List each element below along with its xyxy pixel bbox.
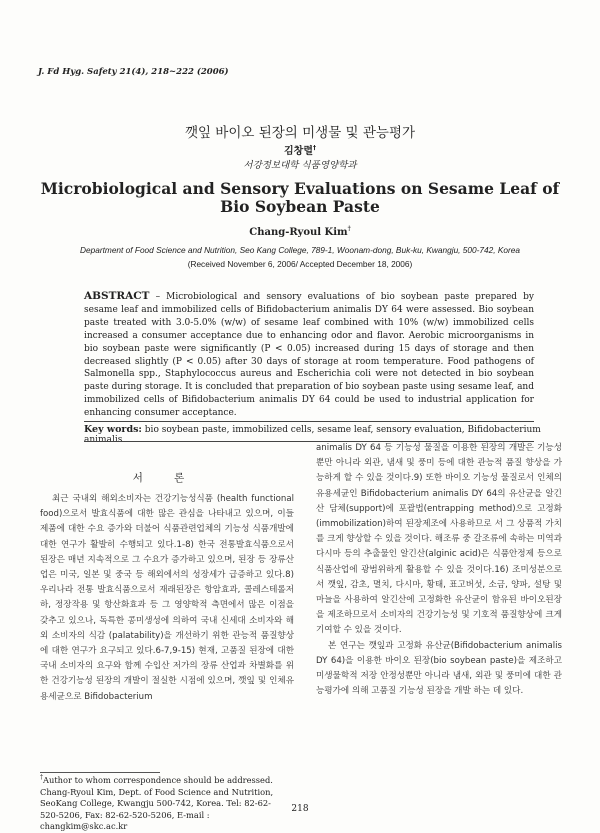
left-column: [40, 492, 294, 705]
page-number: 218: [291, 804, 309, 814]
keywords-top-rule: [84, 421, 534, 422]
korean-title: 깻잎 바이오 된장의 미생물 및 관능평가: [184, 125, 416, 141]
footnote-line-3: SeoKang College, Kwangju 500-742, Korea. Tel: 82-62-: [40, 798, 271, 809]
right-column-paragraph-1: animalis DY 64 등 기능성 물질을 이용한 된장의 개발은 기능성뿐만 아니라 외관, 냄새 및 풍미 등에 대한 관능적 품질 향상을 가능하게 할 수 있을 것이다.9) 또한 바이오 기능성 물질로서 인체의 유용세균인 Bifidobacterium animalis DY 64의 유산균을 알긴산 담체(support)에 포괄법(entrapping method)으로 고정화(immobilization)하여 된장제조에 사용하므로 서 그 상품적 가치를 크게 향상할 수 있을 것이다. 해조류 중 갈조류에 속하는 미역과 다시마 등의 추출물인 알긴산(alginic acid)은 식품안정제 등으로 식품산업에 광범위하게 활용할 수 있을 것이다.16) 조미성분으로서 깻잎, 감초, 멸치, 다시마, 황태, 표고버섯, 소금, 양파, 설탕 및 마늘을 사용하여 알긴산에 고정화한 유산균이 함유된 바이오된장을 제조하므로서 소비자의 건강기능성 및 기호적 품질향상에 크게 기여할 수 있을 것이다.: [316, 443, 562, 636]
english-author-name: Chang-Ryoul Kim: [249, 227, 348, 238]
english-author-mark: †: [347, 225, 351, 233]
footnote-line-1: [40, 775, 294, 787]
english-title: Microbiological and Sensory Evaluations on Sesame Leaf of Bio Soybean Paste: [40, 179, 560, 216]
left-column-paragraph: 최근 국내외 해외소비자는 건강기능성식품 (health functional food)으로서 발효식품에 대한 많은 관심을 나타내고 있으며, 이들 제품에 대한 수요 증가와 더불어 식품관련업체의 기능성 식품개발에 대한 연구가 활발히 수행되고 있다.1-8) 한국 전통발효식품으로서 된장은 매년 지속적으로 그 수요가 증가하고 있으며, 된장 등 장류산업은 미국, 일본 및 중국 등 해외에서의 성장세가 급증하고 있다.8) 우리나라 전통 발효식품으로서 재래된장은 항암효과, 콜레스테롤저하, 정장작용 및 항산화효과 등 그 영양학적 측면에서 많은 이점을 갖추고 있으나, 독특한 콩미생성에 의하여 국내 신세대 소비자와 해외 소비자의 식감 (palatability)을 개선하기 위한 관능적 품질향상에 대한 연구가 요구되고 있다.6-7,9-15) 현재, 고품질 된장에 대한 국내 소비자의 요구와 함께 수입산 저가의 장류 산업과 차별화를 위한 건강기능성 된장의 개발이 절실한 시점에 있으며, 깻잎 및 인체유용세균으로 Bifidobacterium: [40, 494, 294, 702]
abstract: [84, 290, 534, 420]
received-dates: (Received November 6, 2006/ Accepted December 18, 2006): [187, 259, 413, 269]
abstract-label: ABSTRACT: [84, 290, 150, 302]
korean-author-name: 김창렬: [284, 146, 313, 157]
keywords-label: Key words:: [84, 424, 142, 435]
footnote-line-1-text: Author to whom correspondence should be addressed.: [43, 775, 273, 785]
english-affiliation: Department of Food Science and Nutrition, Seo Kang College, 789-1, Woonam-dong, Buk-ku, Kwangju, 500-742, Korea: [80, 245, 520, 255]
footnote-rule: [40, 772, 160, 773]
footnote-mark: †: [40, 774, 43, 782]
footnote-line-4: 520-5206, Fax: 82-62-520-5206, E-mail : changkim@skc.ac.kr: [40, 809, 210, 832]
abstract-text: – Microbiological and sensory evaluations of bio soybean paste prepared by sesame leaf and immobilized cells of Bifidobacterium animalis DY 64 were assessed. Bio soybean paste treated with 3.0-5.0% (w/w) of sesame leaf combined with 10% (w/w) immobilized cells increased a consumer acceptance due to enhancing odor and flavor. Aerobic microorganisms in bio soybean paste were significantly (P < 0.05) increased during 15 days of storage and then decreased slightly (P < 0.05) after 30 days of storage at room temperature. Food pathogens of Salmonella spp., Staphylococcus aureus and Escherichia coli were not detected in bio soybean paste during storage. It is concluded that preparation of bio soybean paste using sesame leaf, and immobilized cells of Bifidobacterium animalis DY 64 could be used to industrial application for enhancing consumer acceptance.: [84, 292, 534, 419]
english-author: [0, 227, 600, 238]
korean-author-mark: †: [312, 144, 316, 152]
journal-citation: J. Fd Hyg. Safety 21(4), 218~222 (2006): [38, 67, 229, 77]
korean-author: [0, 142, 600, 157]
footnote-line-2: Chang-Ryoul Kim, Dept. of Food Science and Nutrition,: [40, 786, 274, 797]
korean-affiliation: 서강정보대학 식품영양학과: [243, 160, 357, 171]
right-column: [316, 441, 562, 699]
keywords-text: bio soybean paste, immobilized cells, sesame leaf, sensory evaluation, Bifidobacterium animalis: [84, 425, 541, 445]
right-column-paragraph-2: 본 연구는 깻잎과 고정화 유산균(Bifidobacterium animalis DY 64)을 이용한 바이오 된장(bio soybean paste)을 제조하고 미생물학적 저장 안정성뿐만 아니라 냄새, 외관 및 풍미에 대한 관능평가에 의해 고품질 기능성 된장을 개발 하는 데 있다.: [316, 640, 562, 697]
section-heading-introduction: 서 론: [132, 472, 199, 484]
